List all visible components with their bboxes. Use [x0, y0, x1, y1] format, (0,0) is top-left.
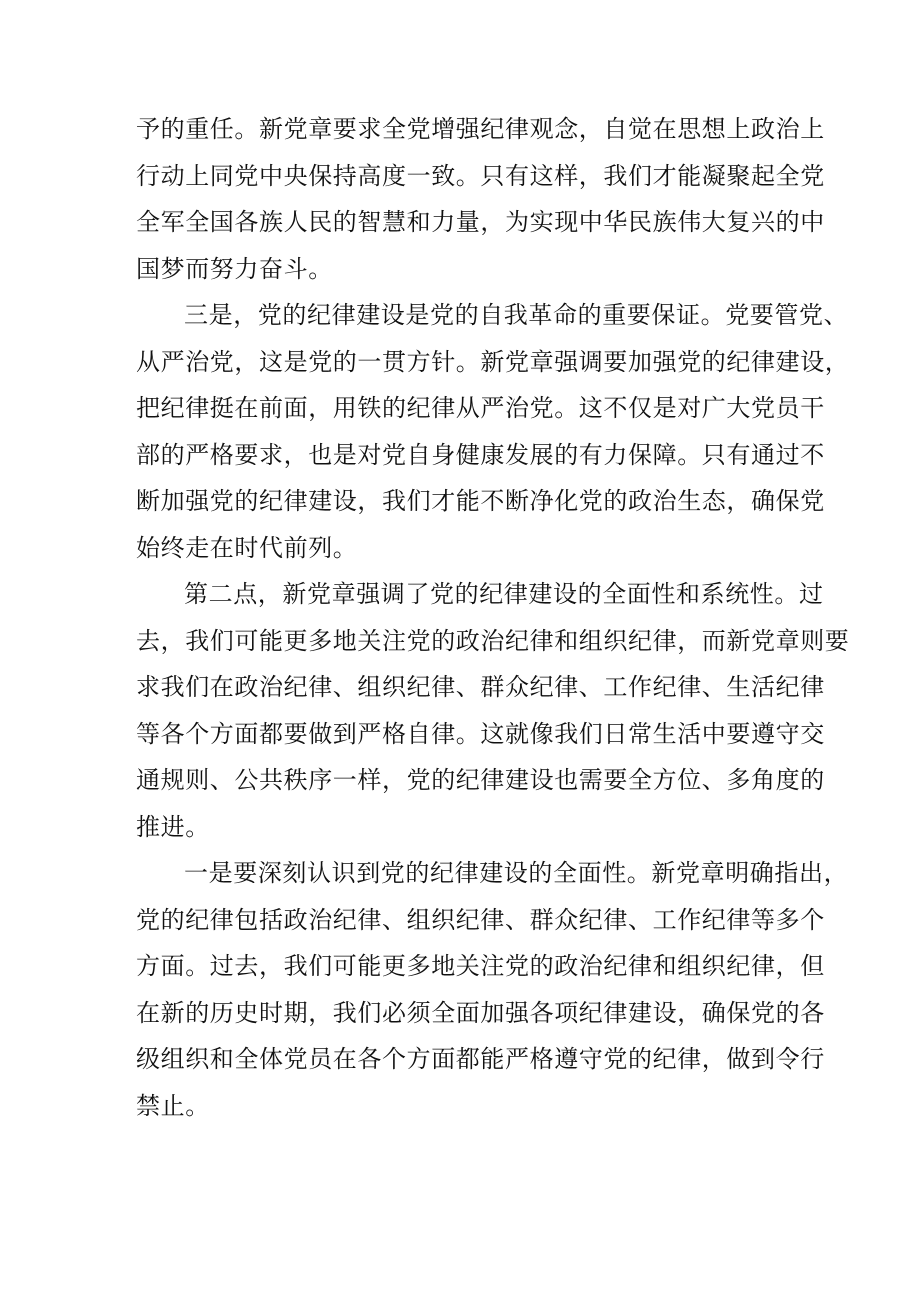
paragraph-1: [136, 106, 825, 292]
text-line: 始终走在时代前列。: [136, 533, 358, 562]
paragraph-2: [136, 292, 850, 571]
text-line: 求我们在政治纪律、组织纪律、群众纪律、工作纪律、生活纪律: [136, 673, 825, 701]
text-line: 一是要深刻认识到党的纪律建设的全面性。新党章明确指出，: [184, 859, 849, 887]
text-line: 党的纪律包括政治纪律、组织纪律、群众纪律、工作纪律等多个: [136, 905, 825, 934]
text-line: 行动上同党中央保持高度一致。只有这样，我们才能凝聚起全党: [136, 161, 825, 190]
paragraph-4: [136, 850, 849, 1129]
document-body: [136, 106, 850, 1129]
text-line: 去，我们可能更多地关注党的政治纪律和组织纪律，而新党章则要: [136, 626, 850, 655]
text-line: 国梦而努力奋斗。: [136, 254, 333, 283]
text-line: 三是，党的纪律建设是党的自我革命的重要保证。党要管党、: [184, 301, 849, 329]
text-line: 断加强党的纪律建设，我们才能不断净化党的政治生态，确保党: [136, 487, 825, 515]
paragraph-3: [136, 571, 850, 850]
text-line: 通规则、公共秩序一样，党的纪律建设也需要全方位、多角度的: [136, 766, 825, 794]
text-line: 从严治党，这是党的一贯方针。新党章强调要加强党的纪律建设，: [136, 347, 850, 376]
text-line: 部的严格要求，也是对党自身健康发展的有力保障。只有通过不: [136, 440, 825, 469]
text-line: 禁止。: [136, 1091, 210, 1120]
text-line: 在新的历史时期，我们必须全面加强各项纪律建设，确保党的各: [136, 998, 825, 1027]
text-line: 推进。: [136, 812, 210, 841]
text-line: 全军全国各族人民的智慧和力量，为实现中华民族伟大复兴的中: [136, 208, 825, 236]
text-line: 方面。过去，我们可能更多地关注党的政治纪律和组织纪律，但: [136, 952, 825, 980]
text-line: 予的重任。新党章要求全党增强纪律观念，自觉在思想上政治上: [136, 115, 825, 143]
text-line: 第二点，新党章强调了党的纪律建设的全面性和系统性。过: [184, 580, 824, 608]
text-line: 级组织和全体党员在各个方面都能严格遵守党的纪律，做到令行: [136, 1045, 825, 1073]
text-line: 等各个方面都要做到严格自律。这就像我们日常生活中要遵守交: [136, 719, 825, 748]
text-line: 把纪律挺在前面，用铁的纪律从严治党。这不仅是对广大党员干: [136, 394, 825, 422]
